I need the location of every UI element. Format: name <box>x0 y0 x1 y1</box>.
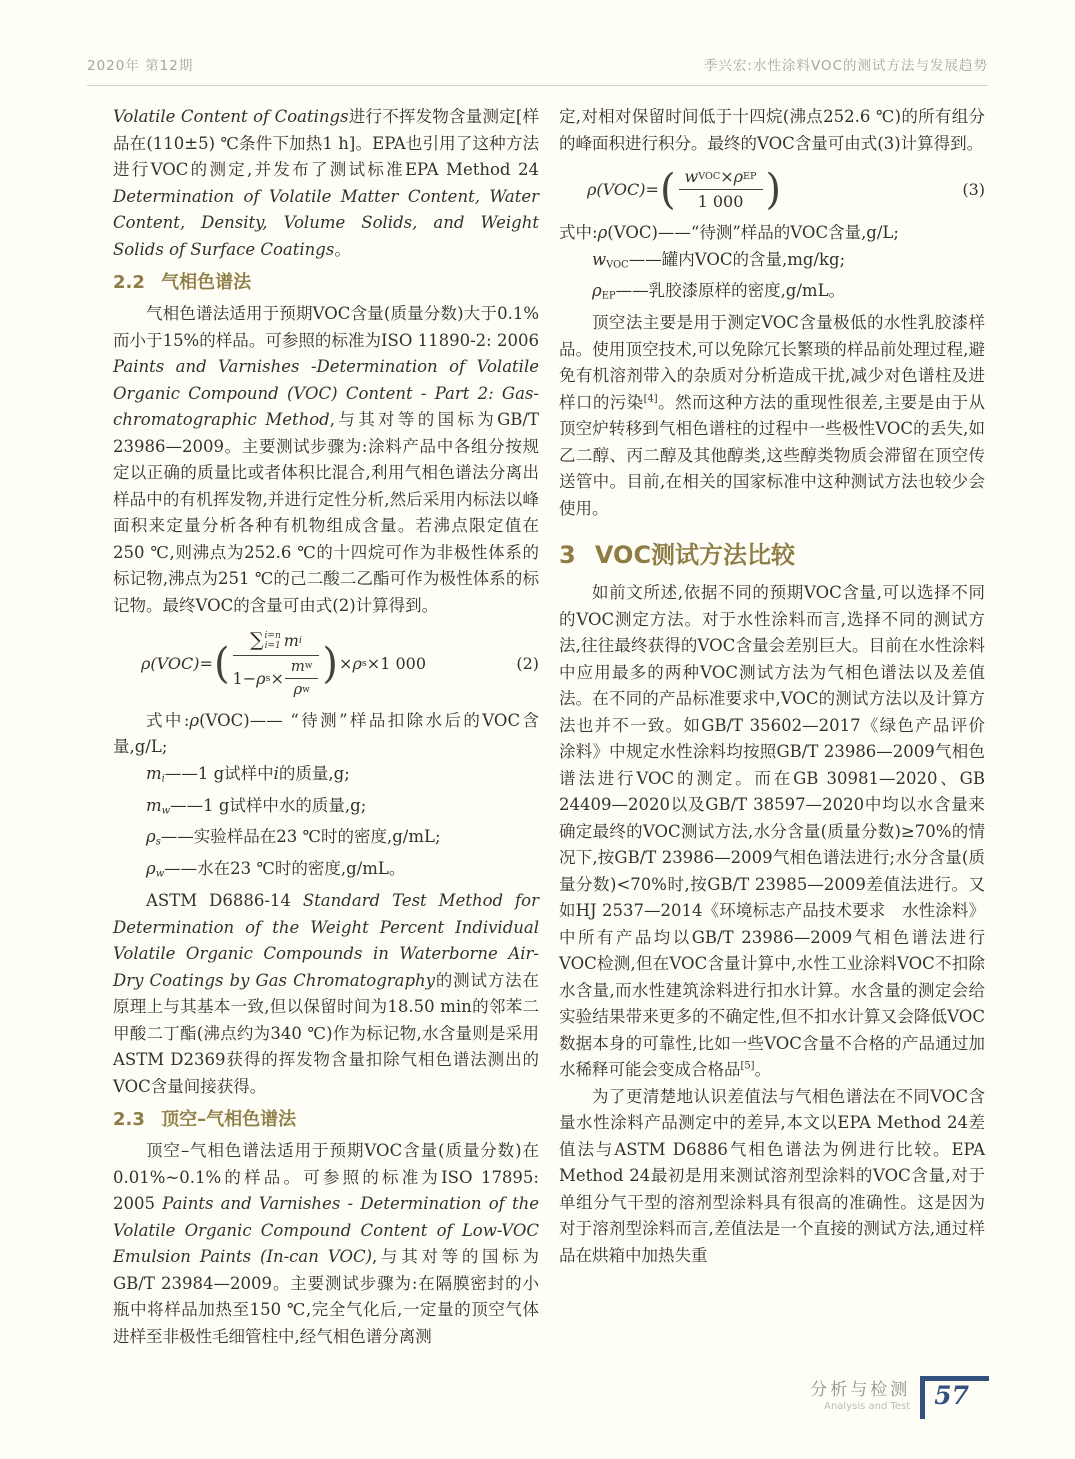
text-segment: Standard Test Method for Determination of the Weight Percent Individual Volatile Organic Compounds in Waterborne Air-Dry Coatings by Gas Chromatography <box>113 891 539 990</box>
section-title: VOC测试方法比较 <box>594 541 796 570</box>
page-number: 57 <box>934 1380 969 1410</box>
text-segment: ,与其对等的国标为GB/T 23984—2009。主要测试步骤为:在隔膜密封的小瓶中将样品加热至150 ℃,完全气化后,一定量的顶空气体进样至非极性毛细管柱中,经气相色谱分离测 <box>113 1247 539 1346</box>
text-segment: 为了更清楚地认识差值法与气相色谱法在不同VOC含量水性涂料产品测定中的差异,本文以EPA Method 24差值法与ASTM D6886气相色谱法为例进行比较。EPA Method 24最初是用来测试溶剂型涂料的VOC含量,对于单组分气干型的溶剂型涂料具有很高的准确性。这是因为对于溶剂型涂料而言,差值法是一个直接的测试方法,通过样品在烘箱中加热失重 <box>559 1086 985 1265</box>
text-segment: ——罐内VOC的含量,mg/kg; <box>628 249 846 269</box>
paragraph <box>113 856 539 888</box>
astm-paragraph <box>113 888 539 1100</box>
paragraph <box>559 580 1002 1084</box>
times-sign: × <box>720 167 734 186</box>
section-3-heading <box>559 540 985 570</box>
inner-fraction <box>285 658 319 700</box>
footer-section-labels <box>810 1380 910 1413</box>
right-paren: ) <box>322 640 339 689</box>
paragraph <box>113 104 539 263</box>
numerator <box>233 629 320 656</box>
section-3-body <box>559 580 1002 1269</box>
running-title: 季兴宏:水性涂料VOC的测试方法与发展趋势 <box>703 58 988 74</box>
paragraph <box>559 220 985 247</box>
page-number-bracket <box>920 1376 989 1420</box>
headspace-paragraph <box>559 310 985 522</box>
formula-term: 1− <box>232 668 257 688</box>
right-paren: ) <box>765 165 782 214</box>
footer-section-cn: 分析与检测 <box>810 1379 911 1400</box>
text-segment: ρ <box>592 281 602 301</box>
text-segment: 。 <box>754 1060 771 1080</box>
formula-2-expression <box>141 629 426 700</box>
section-title: 顶空–气相色谱法 <box>161 1109 297 1131</box>
section-2-2-body <box>113 301 539 619</box>
text-segment: 顶空法主要是用于测定VOC含量极低的水性乳胶漆样品。使用顶空技术,可以免除冗长繁琐的样品前处理过程,避免有机溶剂带入的杂质对分析造成干扰,减少对色谱柱及进样口的污染 <box>559 313 985 412</box>
text-segment: VOC <box>606 258 629 270</box>
formula-subscript: w <box>304 661 313 672</box>
text-segment: 进行不挥发物含量测定[样品在(110±5) ℃条件下加热1 h]。EPA也引用了这种方法进行VOC的测定,并发布了测试标准EPA Method 24 <box>113 107 539 179</box>
intro-continuation <box>113 104 539 263</box>
text-segment: w <box>592 249 607 269</box>
formula-term: w <box>684 167 699 186</box>
sum-upper-limit: i=n <box>264 630 281 641</box>
formula-lhs: ρ(VOC)= <box>587 179 659 199</box>
text-segment: (VOC)—— “待测”样品扣除水后的VOC含量,g/L; <box>113 710 540 757</box>
right-column <box>559 104 1002 1350</box>
denominator <box>233 656 320 700</box>
section-2-3-body <box>113 1138 539 1350</box>
text-segment: Volatile Content of Coatings <box>113 107 349 126</box>
formula-term: m <box>283 630 299 650</box>
sum-limits <box>265 631 281 652</box>
paragraph <box>559 104 985 157</box>
times-sign: × <box>339 654 353 674</box>
paragraph <box>113 761 539 793</box>
text-segment: 式中: <box>559 223 598 242</box>
paragraph <box>113 793 539 825</box>
text-segment: [4] <box>643 393 658 405</box>
times-sign: × <box>270 668 284 688</box>
inner-numerator <box>285 658 319 679</box>
text-segment: i <box>273 763 279 783</box>
text-segment: (VOC)——“待测”样品的VOC含量,g/L; <box>607 223 899 242</box>
formula-term: m <box>290 657 305 675</box>
text-segment: ρ <box>146 859 156 879</box>
paragraph <box>559 247 985 279</box>
footer-section-en: Analysis and Test <box>824 1400 911 1412</box>
formula-subscript: w <box>302 684 310 695</box>
text-segment: m <box>146 795 162 815</box>
formula-3 <box>559 167 985 212</box>
formula-subscript: i <box>298 634 302 646</box>
text-segment: [5] <box>740 1060 755 1072</box>
left-paren: ( <box>213 640 230 689</box>
section-number: 3 <box>559 541 576 570</box>
formula-subscript: EP <box>743 171 757 182</box>
page-header <box>87 54 988 86</box>
section-2-3-heading <box>113 1107 539 1133</box>
formula-subscript: s <box>361 658 367 670</box>
equation-number: (3) <box>962 179 985 199</box>
formula-subscript: VOC <box>698 171 721 182</box>
sum-symbol: ∑ <box>249 629 264 651</box>
fraction <box>679 167 763 212</box>
text-segment: 的测试方法在原理上与其基本一致,但以保留时间为18.50 min的邻苯二甲酸二丁酯(沸点约为340 ℃)作为标记物,水含量则是采用ASTM D2369获得的挥发物含量扣除气相色谱法测出的VOC含量间接获得。 <box>113 970 539 1096</box>
text-segment: 。 <box>334 239 351 259</box>
text-segment: Paints and Varnishes -Determination of Volatile Organic Compound (VOC) Content - Part 2: Gas-chromatographic Method <box>113 357 539 429</box>
text-segment: ——乳胶漆原样的密度,g/mL。 <box>615 281 846 301</box>
text-segment: ——水在23 ℃时的密度,g/mL。 <box>164 859 406 879</box>
paragraph <box>559 1084 985 1270</box>
text-segment: ρ <box>597 223 608 242</box>
formula-term: ×1 000 <box>366 654 426 674</box>
formula-term: ρ <box>256 668 266 688</box>
inner-denominator <box>285 679 319 699</box>
text-segment: ——1 g试样中 <box>164 763 274 783</box>
section-title: 气相色谱法 <box>161 272 252 293</box>
text-segment: ,与其对等的国标为GB/T 23986—2009。主要测试步骤为:涂料产品中各组分按规定以正确的质量比或者体积比混合,利用气相色谱法分离出样品中的有机挥发物,并进行定性分析,然后采用内标法以峰面积来定量分析各种有机物组成含量。若沸点限定值在250 ℃,则沸点为252.6 ℃的十四烷可作为非极性体系的标记物,沸点为251 ℃的己二酸二乙酯可作为极性体系的标记物。最终VOC的含量可由式(2)计算得到。 <box>113 410 540 615</box>
continued-paragraph <box>559 104 985 157</box>
text-segment: i <box>161 773 165 784</box>
text-segment: w <box>161 804 171 816</box>
numerator <box>679 167 763 190</box>
text-segment: 式中: <box>146 710 190 730</box>
text-segment: ——1 g试样中水的质量,g; <box>170 795 367 815</box>
paragraph <box>113 301 539 619</box>
formula-subscript: s <box>265 672 271 684</box>
fraction <box>233 629 320 700</box>
section-number: 2.3 <box>113 1109 145 1131</box>
text-segment: 气相色谱法适用于预期VOC含量(质量分数)大于0.1%而小于15%的样品。可参照的标准为ISO 11890-2: 2006 <box>113 304 539 350</box>
formula-2-definitions <box>113 708 539 889</box>
paragraph <box>559 278 985 310</box>
formula-term: ρ <box>293 681 303 699</box>
text-segment: 。然而这种方法的重现性很差,主要是由于从顶空炉转移到气相色谱柱的过程中一些极性VOC的丢失,如乙二醇、丙二醇及其他醇类,这些醇类物质会滞留在顶空传送管中。目前,在相关的国家标准中这种测试方法也较少会使用。 <box>559 392 986 518</box>
article-body <box>113 104 1002 1350</box>
text-segment: Paints and Varnishes - Determination of the Volatile Organic Compound Content of Low-VOC Emulsion Paints (In-can VOC) <box>113 1194 539 1267</box>
paragraph <box>113 888 539 1100</box>
paragraph <box>113 708 539 761</box>
text-segment: ρ <box>146 827 156 847</box>
text-segment: ASTM D6886-14 <box>146 891 303 911</box>
text-segment: 定,对相对保留时间低于十四烷(沸点252.6 ℃)的所有组分的峰面积进行积分。最终的VOC含量可由式(3)计算得到。 <box>559 107 985 153</box>
formula-2 <box>113 629 539 700</box>
left-paren: ( <box>659 165 676 214</box>
text-segment: 顶空–气相色谱法适用于预期VOC含量(质量分数)在0.01%~0.1%的样品。可参照的标准为ISO 17895: 2005 <box>113 1141 539 1214</box>
text-segment: Determination of Volatile Matter Content, Water Content, Density, Volume Solids, and Weight Solids of Surface Coatings <box>113 186 539 259</box>
page-footer <box>810 1376 989 1420</box>
text-segment: s <box>155 836 161 848</box>
formula-term: 1 000 <box>697 192 744 211</box>
paragraph <box>113 824 539 856</box>
paragraph <box>559 310 985 522</box>
text-segment: EP <box>601 290 616 302</box>
formula-term: ρ <box>733 167 744 186</box>
formula-term: ρ <box>352 654 362 674</box>
denominator <box>679 190 763 212</box>
formula-3-definitions <box>559 220 985 310</box>
issue-info: 2020年 第12期 <box>87 58 194 74</box>
section-2-2-heading <box>113 270 539 296</box>
sum-lower-limit: i=1 <box>264 640 281 651</box>
text-segment: m <box>146 763 162 783</box>
text-segment: 的质量,g; <box>278 763 350 783</box>
text-segment: ——实验样品在23 ℃时的密度,g/mL; <box>160 827 441 847</box>
equation-number: (2) <box>516 654 539 674</box>
text-segment: w <box>155 868 165 880</box>
paragraph <box>113 1138 539 1350</box>
text-segment: 如前文所述,依据不同的预期VOC含量,可以选择不同的VOC测定方法。对于水性涂料而言,选择不同的测试方法,往往最终获得的VOC含量会差别巨大。目前在水性涂料中应用最多的两种VOC测试方法为气相色谱法以及差值法。在不同的产品标准要求中,VOC的测试方法以及计算方法也并不一致。如GB/T 35602—2017《绿色产品评价 涂料》中规定水性涂料均按照GB/T 23986—2009气相色谱法进行VOC的测定。而在GB 30981—2020、GB 24409—2020以及GB/T 38597—2020中均以水含量来确定最终的VOC测试方法,水分含量(质量分数)≥70%的情况下,按GB/T 23986—2009气相色谱法进行;水分含量(质量分数)<70%时,按GB/T 23985—2009差值法进行。又如HJ 2537—2014《环境标志产品技术要求 水性涂料》中所有产品均以GB/T 23986—2009气相色谱法进行VOC检测,但在VOC含量计算中,水性工业涂料VOC不扣除水含量,而水性建筑涂料进行扣水计算。水含量的测定会给实验结果带来更多的不确定性,但不扣水计算又会降低VOC数据本身的可靠性,比如一些VOC含量不合格的产品通过加水稀释可能会变成合格品 <box>559 583 1002 1080</box>
formula-lhs: ρ(VOC)= <box>141 654 213 674</box>
section-number: 2.2 <box>113 272 145 293</box>
formula-3-expression <box>587 167 782 212</box>
left-column <box>113 104 539 1350</box>
text-segment: ρ <box>189 710 200 730</box>
